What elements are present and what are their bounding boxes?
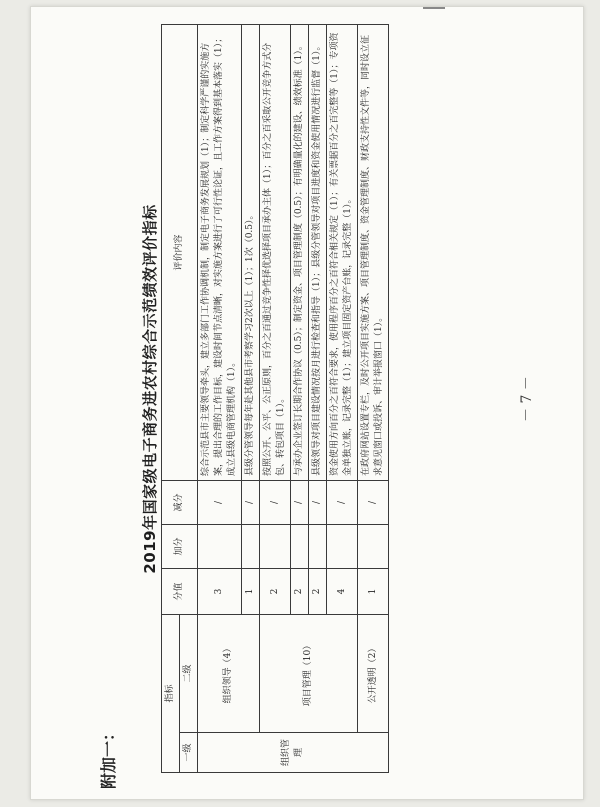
score-cell: 2 [260, 568, 291, 614]
content-cell: 县级分管领导每年赴其他县市考察学习2次以上（1）；1次（0.5）。 [242, 24, 260, 480]
content-cell: 在政府网站设置专栏，及时公开项目实施方案、项目管理制度、资金管理制度、财政支持性文件等，同时设立征求意见窗口或投诉、审计举报窗口（1）。 [358, 24, 389, 480]
add-cell [198, 524, 242, 568]
subtract-cell: / [242, 480, 260, 524]
content-cell: 资金使用方向百分之百符合要求，使用程序百分之百符合相关规定（1）；有关票据百分之百完整等（1）；专项资金单独立账，记录完整（1）；建立项目固定资产台账，记录完整（1）。 [327, 24, 358, 480]
page-number: － 7 － [519, 376, 535, 422]
rotated-content [31, 7, 583, 799]
annex-label: 附加一： [99, 724, 118, 789]
header-level1: 一级 [180, 733, 198, 773]
header-indicator: 指标 [162, 614, 180, 772]
subtract-cell: / [358, 480, 389, 524]
add-cell [358, 524, 389, 568]
header-subtract: 减分 [162, 480, 198, 524]
table-row [260, 24, 291, 772]
add-cell [260, 524, 291, 568]
score-cell: 2 [291, 568, 309, 614]
header-content: 评价内容 [162, 24, 198, 480]
subtract-cell: / [327, 480, 358, 524]
table-row [358, 24, 389, 772]
subtract-cell: / [309, 480, 327, 524]
level2-cell: 组织领导（4） [198, 614, 260, 732]
level2-cell: 公开透明（2） [358, 614, 389, 732]
score-cell: 2 [309, 568, 327, 614]
add-cell [309, 524, 327, 568]
add-cell [291, 524, 309, 568]
document-page [30, 6, 584, 800]
score-cell: 1 [242, 568, 260, 614]
content-cell: 县级领导对项目建设情况按月进行检查和指导（1）；县级分管领导对项目进度和资金使用情况进行监督（1）。 [309, 24, 327, 480]
level2-cell: 项目管理（10） [260, 614, 358, 732]
header-score: 分值 [162, 568, 198, 614]
add-cell [242, 524, 260, 568]
evaluation-table [161, 24, 389, 773]
add-cell [327, 524, 358, 568]
subtract-cell: / [260, 480, 291, 524]
level1-cell: 组织管理 [198, 733, 389, 773]
score-cell: 1 [358, 568, 389, 614]
score-cell: 3 [198, 568, 242, 614]
header-add: 加分 [162, 524, 198, 568]
document-title: 2019年国家级电子商务进农村综合示范绩效评价指标 [141, 204, 159, 574]
content-cell: 与承办企业签订长期合作协议（0.5）；制定资金、项目管理制度（0.5）；有明确量化的建设、绩效标准（1）。 [291, 24, 309, 480]
subtract-cell: / [291, 480, 309, 524]
content-cell: 按照公开、公平、公正原则，百分之百通过竞争性择优选择项目承办主体（1）；百分之百采取公开竞争方式分包、转包项目（1）。 [260, 24, 291, 480]
subtract-cell: / [198, 480, 242, 524]
content-cell: 综合示范县市主要领导牵头，建立多部门工作协调机制，制定电子商务发展规划（1）；制定科学严谨的实施方案，提出合理的工作目标，建设时间节点清晰，对实施方案进行了可行性论证，且工作方案得到基本落实（1）；成立县级电商管理机构（1）。 [198, 24, 242, 480]
table-row [198, 24, 242, 772]
page-edge-mark [423, 7, 445, 9]
score-cell: 4 [327, 568, 358, 614]
table-header-row [162, 24, 180, 772]
header-level2: 二级 [180, 614, 198, 732]
